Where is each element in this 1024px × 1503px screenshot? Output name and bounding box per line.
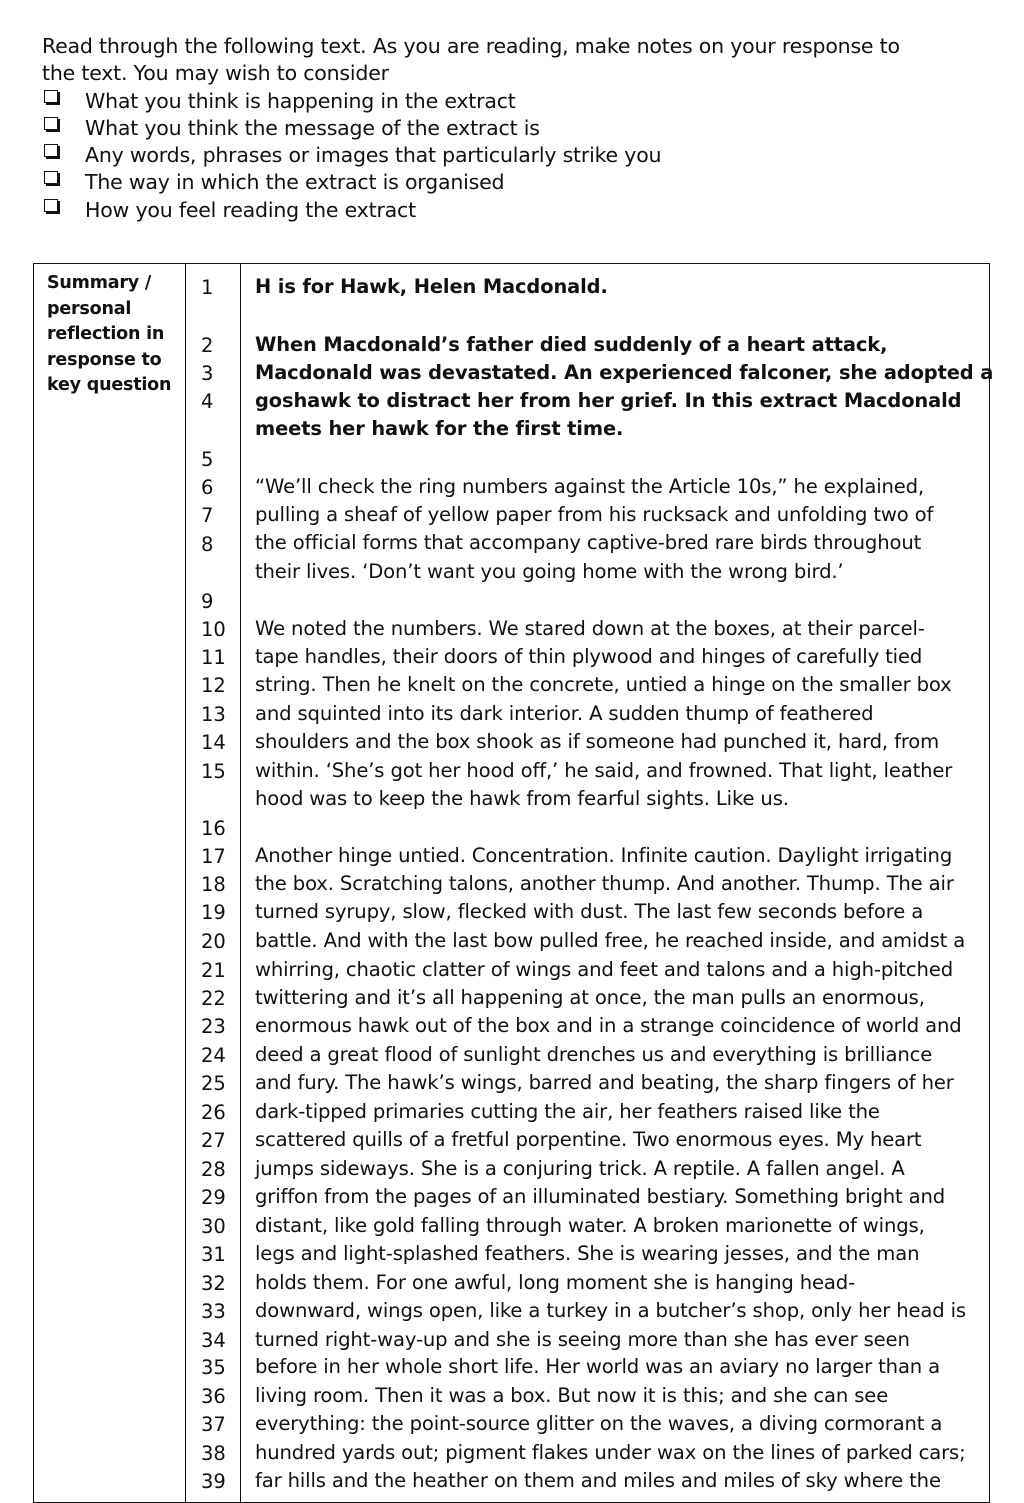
checkbox-icon bbox=[44, 199, 58, 212]
instructions-line-1: Read through the following text. As you are reading, make notes on your response to bbox=[42, 34, 900, 58]
line-number: 27 bbox=[201, 1129, 226, 1152]
extract-line: everything: the point-source glitter on the waves, a diving cormorant a bbox=[255, 1412, 943, 1435]
extract-line: string. Then he knelt on the concrete, untied a hinge on the smaller box bbox=[255, 673, 952, 696]
checklist-item bbox=[42, 88, 992, 115]
extract-line: living room. Then it was a box. But now it is this; and she can see bbox=[255, 1384, 889, 1407]
line-number: 18 bbox=[201, 873, 226, 896]
line-number: 25 bbox=[201, 1072, 226, 1095]
checklist-item bbox=[42, 169, 992, 196]
line-number: 1 bbox=[201, 276, 214, 299]
summary-header-line: response to bbox=[47, 349, 162, 370]
line-number: 19 bbox=[201, 901, 226, 924]
extract-table bbox=[33, 263, 994, 1503]
line-number: 12 bbox=[201, 674, 226, 697]
extract-line: legs and light-splashed feathers. She is wearing jesses, and the man bbox=[255, 1242, 920, 1265]
extract-line: dark-tipped primaries cutting the air, her feathers raised like the bbox=[255, 1100, 880, 1123]
line-number: 5 bbox=[201, 448, 214, 471]
extract-line: scattered quills of a fretful porpentine. Two enormous eyes. My heart bbox=[255, 1128, 922, 1151]
summary-column[interactable] bbox=[34, 264, 186, 1502]
line-number: 32 bbox=[201, 1272, 226, 1295]
checkbox-icon bbox=[44, 144, 58, 157]
extract-line: tape handles, their doors of thin plywood and hinges of carefully tied bbox=[255, 645, 923, 668]
checklist-item-label: How you feel reading the extract bbox=[85, 197, 416, 222]
line-number: 10 bbox=[201, 618, 226, 641]
checklist-item-label: Any words, phrases or images that particularly strike you bbox=[85, 143, 662, 168]
extract-line: holds them. For one awful, long moment she is hanging head- bbox=[255, 1271, 856, 1294]
extract-line: distant, like gold falling through water. A broken marionette of wings, bbox=[255, 1214, 925, 1237]
line-number: 36 bbox=[201, 1385, 226, 1408]
checkbox-icon bbox=[44, 171, 58, 184]
extract-line: pulling a sheaf of yellow paper from his rucksack and unfolding two of bbox=[255, 503, 934, 526]
line-number: 7 bbox=[201, 504, 214, 527]
extract-line: downward, wings open, like a turkey in a butcher’s shop, only her head is bbox=[255, 1299, 966, 1322]
line-number: 3 bbox=[201, 362, 214, 385]
line-number: 4 bbox=[201, 390, 214, 413]
checklist-item bbox=[42, 115, 992, 142]
line-number: 34 bbox=[201, 1329, 226, 1352]
extract-line: twittering and it’s all happening at once, the man pulls an enormous, bbox=[255, 986, 925, 1009]
extract-line: and fury. The hawk’s wings, barred and beating, the sharp fingers of her bbox=[255, 1071, 954, 1094]
line-number: 38 bbox=[201, 1442, 226, 1465]
extract-line: shoulders and the box shook as if someone had punched it, hard, from bbox=[255, 730, 940, 753]
extract-title: H is for Hawk, Helen Macdonald. bbox=[255, 275, 608, 298]
line-number: 23 bbox=[201, 1015, 226, 1038]
line-number: 16 bbox=[201, 817, 226, 840]
line-number: 30 bbox=[201, 1215, 226, 1238]
summary-header-line: key question bbox=[47, 375, 172, 395]
extract-line: before in her whole short life. Her world was an aviary no larger than a bbox=[255, 1355, 941, 1378]
extract-line: whirring, chaotic clatter of wings and feet and talons and a high-pitched bbox=[255, 958, 954, 981]
line-number: 33 bbox=[201, 1300, 226, 1323]
extract-line: hood was to keep the hawk from fearful sights. Like us. bbox=[255, 787, 789, 810]
extract-line: battle. And with the last bow pulled free, he reached inside, and amidst a bbox=[255, 929, 966, 952]
line-number: 22 bbox=[201, 987, 226, 1010]
checkbox-icon bbox=[44, 90, 58, 103]
line-number: 31 bbox=[201, 1243, 226, 1266]
checklist-item-label: The way in which the extract is organised bbox=[85, 170, 505, 195]
checklist-item-label: What you think the message of the extract is bbox=[85, 115, 540, 140]
line-number: 13 bbox=[201, 703, 226, 726]
extract-line: Another hinge untied. Concentration. Infinite caution. Daylight irrigating bbox=[255, 844, 953, 867]
line-number: 20 bbox=[201, 930, 226, 953]
line-number: 11 bbox=[201, 646, 226, 669]
line-number: 2 bbox=[201, 334, 214, 357]
line-number: 26 bbox=[201, 1101, 226, 1124]
line-number: 6 bbox=[201, 476, 214, 499]
line-number: 39 bbox=[201, 1470, 226, 1493]
line-number: 15 bbox=[201, 760, 226, 783]
intro-summary-line: Macdonald was devastated. An experienced falconer, she adopted a bbox=[255, 361, 994, 384]
extract-line: We noted the numbers. We stared down at the boxes, at their parcel- bbox=[255, 617, 925, 640]
consider-checklist bbox=[42, 88, 992, 224]
extract-line: hundred yards out; pigment flakes under wax on the lines of parked cars; bbox=[255, 1441, 966, 1464]
line-number: 28 bbox=[201, 1158, 226, 1181]
intro-summary-line: When Macdonald’s father died suddenly of a heart attack, bbox=[255, 333, 888, 356]
extract-line: the box. Scratching talons, another thump. And another. Thump. The air bbox=[255, 872, 954, 895]
summary-header-line: reflection in bbox=[47, 324, 165, 344]
line-number: 9 bbox=[201, 590, 214, 613]
extract-line: the official forms that accompany captive-bred rare birds throughout bbox=[255, 531, 922, 554]
line-number: 29 bbox=[201, 1186, 226, 1209]
intro-summary-line: goshawk to distract her from her grief. In this extract Macdonald bbox=[255, 389, 962, 412]
intro-summary-line: meets her hawk for the first time. bbox=[255, 417, 624, 440]
extract-text-column bbox=[255, 264, 994, 1502]
line-number: 8 bbox=[201, 533, 214, 556]
extract-line: “We’ll check the ring numbers against the Article 10s,” he explained, bbox=[255, 475, 925, 498]
instructions bbox=[42, 33, 992, 224]
line-number: 14 bbox=[201, 731, 226, 754]
extract-line: griffon from the pages of an illuminated bestiary. Something bright and bbox=[255, 1185, 946, 1208]
checklist-item-label: What you think is happening in the extract bbox=[85, 88, 516, 113]
line-number-column bbox=[186, 264, 241, 1502]
extract-line: their lives. ‘Don’t want you going home with the wrong bird.’ bbox=[255, 560, 844, 583]
instructions-line-2: the text. You may wish to consider bbox=[42, 61, 389, 86]
extract-line: turned right-way-up and she is seeing more than she has ever seen bbox=[255, 1328, 910, 1351]
line-number: 24 bbox=[201, 1044, 226, 1067]
extract-line: within. ‘She’s got her hood off,’ he said, and frowned. That light, leather bbox=[255, 759, 953, 782]
extract-line: far hills and the heather on them and miles and miles of sky where the bbox=[255, 1469, 941, 1492]
checklist-item bbox=[42, 142, 992, 169]
summary-header-line: personal bbox=[47, 298, 132, 319]
extract-line: enormous hawk out of the box and in a strange coincidence of world and bbox=[255, 1014, 962, 1037]
extract-line: turned syrupy, slow, flecked with dust. The last few seconds before a bbox=[255, 900, 924, 923]
line-number: 37 bbox=[201, 1413, 226, 1436]
checklist-item bbox=[42, 197, 992, 224]
line-number: 17 bbox=[201, 845, 226, 868]
extract-line: deed a great flood of sunlight drenches us and everything is brilliance bbox=[255, 1043, 933, 1066]
summary-header-line: Summary / bbox=[47, 273, 152, 293]
checkbox-icon bbox=[44, 117, 58, 130]
extract-line: jumps sideways. She is a conjuring trick. A reptile. A fallen angel. A bbox=[255, 1157, 905, 1180]
line-number: 35 bbox=[201, 1356, 226, 1379]
extract-line: and squinted into its dark interior. A sudden thump of feathered bbox=[255, 702, 874, 725]
line-number: 21 bbox=[201, 959, 226, 982]
